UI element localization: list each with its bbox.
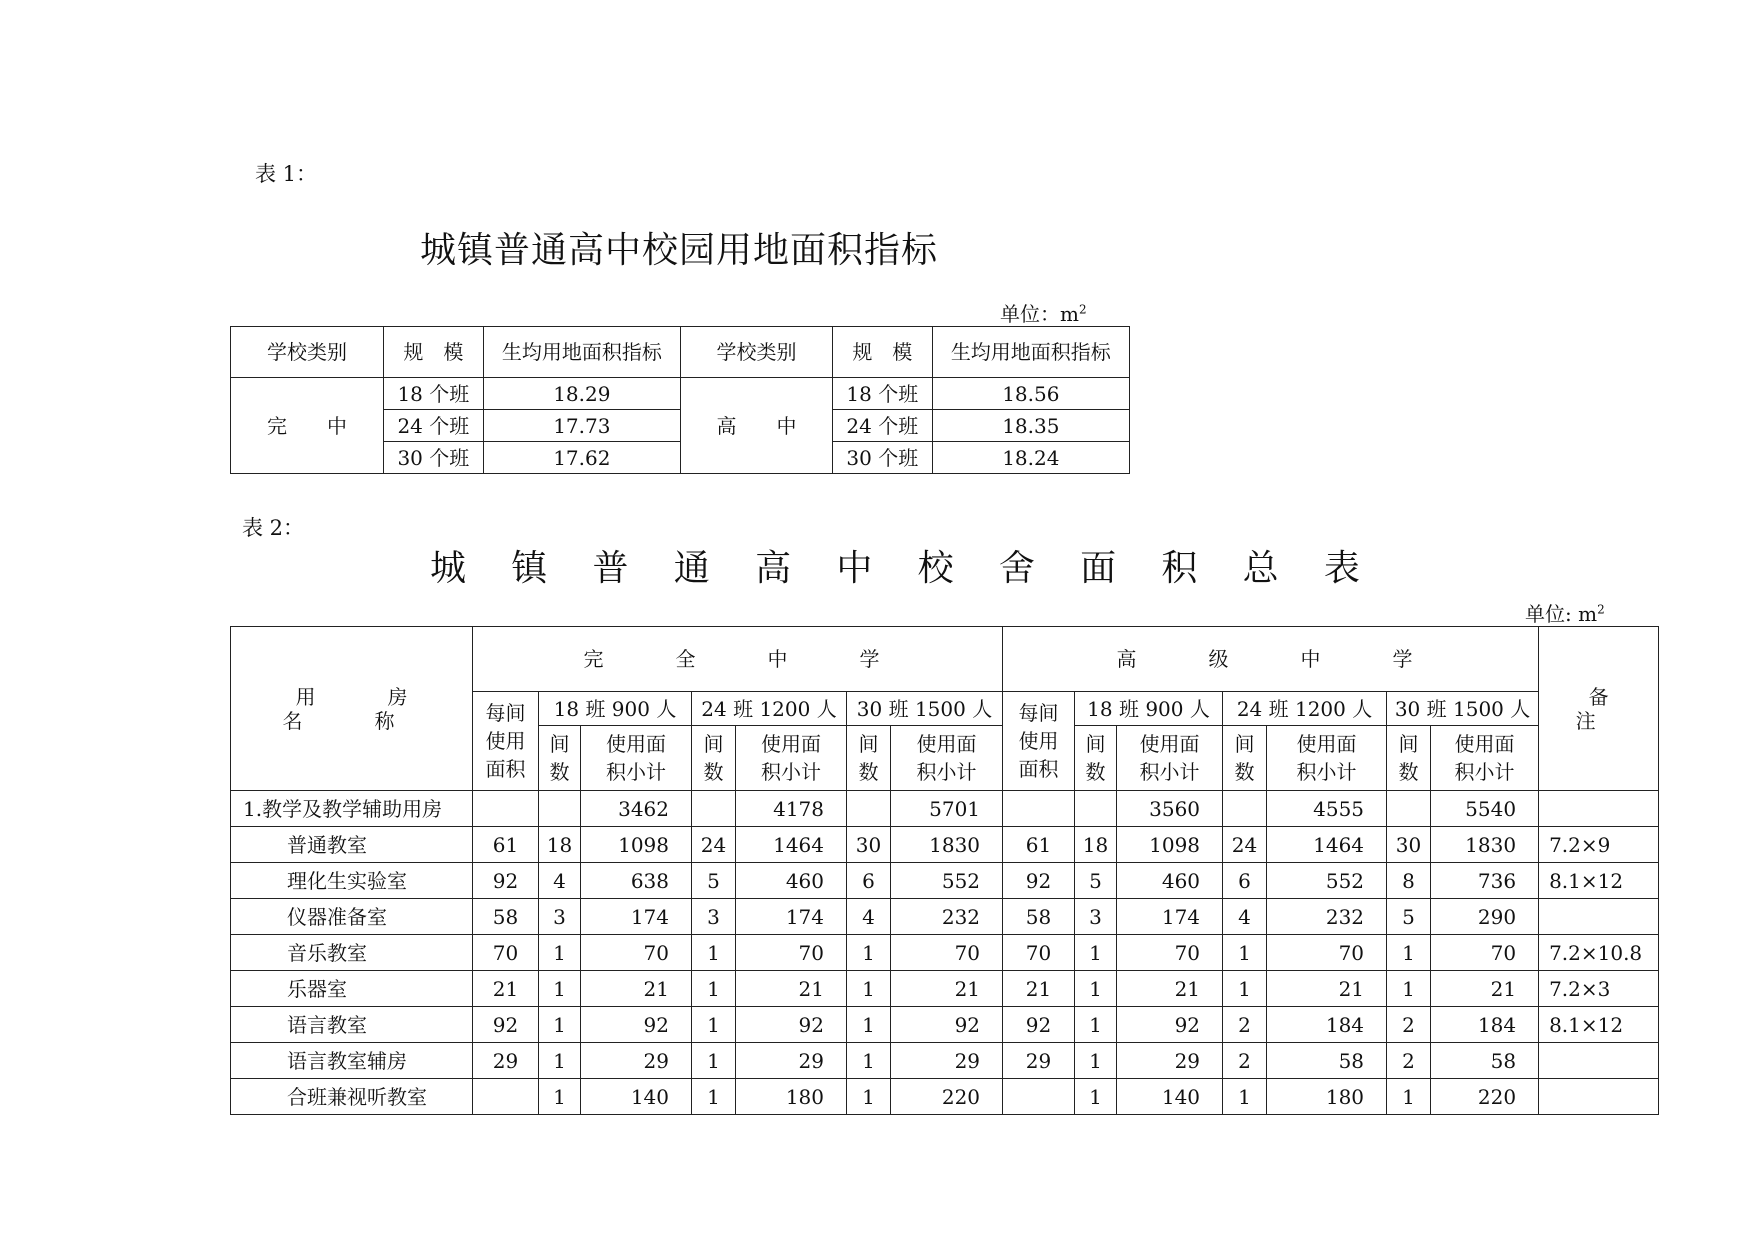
subtotal-header-line: 使用面 [761,732,821,756]
count-header-line: 数 [858,760,879,784]
data-cell: 70 [1267,935,1387,971]
data-cell: 220 [1431,1079,1539,1115]
data-cell: 1 [847,1043,891,1079]
data-cell [539,791,581,827]
subtotal-header-line: 积小计 [606,760,666,784]
remark-cell: 8.1×12 [1539,1007,1659,1043]
data-cell: 4 [1223,899,1267,935]
subtotal-header-line: 积小计 [1454,760,1515,784]
data-cell: 8 [1387,863,1431,899]
data-cell: 21 [581,971,692,1007]
scale-cell: 24 个班 [384,410,484,442]
table-row [231,899,1659,935]
data-cell: 1 [692,971,736,1007]
data-cell: 5540 [1431,791,1539,827]
per-room-area-line: 使用 [1018,729,1059,753]
table-row [231,1043,1659,1079]
room-name-cell: 语言教室辅房 [231,1043,473,1079]
table1-header-cell: 生均用地面积指标 [483,327,680,378]
data-cell [1387,791,1431,827]
data-cell: 92 [736,1007,847,1043]
data-cell: 1 [1075,1079,1117,1115]
data-cell: 29 [891,1043,1003,1079]
room-name-cell: 合班兼视听教室 [231,1079,473,1115]
per-room-area-line: 使用 [485,729,526,753]
data-cell: 70 [1003,935,1075,971]
table1-row [231,378,1130,410]
full-school-header [473,627,1003,692]
title-char: 总 [1242,548,1279,589]
data-cell: 29 [473,1043,539,1079]
data-cell: 1 [1075,935,1117,971]
count-header [1387,726,1431,791]
building-area-table [230,626,1681,1115]
data-cell: 1 [1075,1007,1117,1043]
data-cell: 232 [1267,899,1387,935]
data-cell: 70 [736,935,847,971]
data-cell [1003,1079,1075,1115]
count-header-line: 间 [858,732,879,756]
data-cell: 1 [692,935,736,971]
data-cell: 1830 [1431,827,1539,863]
data-cell: 92 [473,1007,539,1043]
data-cell [1223,791,1267,827]
subtotal-header [891,726,1003,791]
room-name-cell: 音乐教室 [231,935,473,971]
table1-header-cell: 生均用地面积指标 [932,327,1129,378]
data-cell: 638 [581,863,692,899]
data-cell: 1464 [1267,827,1387,863]
scale-cell: 18 个班 [384,378,484,410]
data-cell: 29 [581,1043,692,1079]
data-cell: 140 [1117,1079,1223,1115]
subtotal-header-line: 使用面 [1454,732,1515,756]
data-cell: 1 [1075,971,1117,1007]
data-cell: 1464 [736,827,847,863]
remark-header [1539,627,1681,791]
subtotal-header-line: 使用面 [916,732,977,756]
table1-header-cell: 学校类别 [231,327,384,378]
room-name-cell: 理化生实验室 [231,863,473,899]
data-cell: 460 [736,863,847,899]
data-cell: 61 [1003,827,1075,863]
data-cell: 552 [891,863,1003,899]
data-cell: 1 [692,1043,736,1079]
count-header [692,726,736,791]
data-cell: 5 [1387,899,1431,935]
data-cell [1075,791,1117,827]
table-row [231,863,1659,899]
data-cell: 92 [1003,863,1075,899]
title-char: 普 [592,548,629,589]
subtotal-header-line: 积小计 [1139,760,1200,784]
table1-unit-text: 单位：m [1000,302,1079,326]
count-header-line: 间 [703,732,724,756]
table1-header-cell: 学校类别 [680,327,832,378]
data-cell: 1 [1387,971,1431,1007]
room-name-header [231,627,480,791]
count-header-line: 间 [1085,732,1106,756]
data-cell [473,1079,539,1115]
table-row [231,935,1659,971]
data-cell: 4555 [1267,791,1387,827]
data-cell: 58 [1267,1043,1387,1079]
title-char: 校 [917,548,954,589]
table-row [231,827,1659,863]
data-cell: 18 [539,827,581,863]
table1-unit [1000,298,1087,327]
data-cell: 184 [1267,1007,1387,1043]
table1-header-cell: 规 模 [384,327,484,378]
data-cell [473,791,539,827]
table2-unit-text: 单位: m [1525,602,1598,626]
scale-header: 30 班 1500 人 [847,692,1003,726]
count-header-line: 数 [1398,760,1419,784]
value-cell: 17.73 [483,410,680,442]
count-header-line: 间 [549,732,570,756]
table1-header-row [231,327,1130,378]
per-room-area-line: 每间 [1018,701,1059,725]
data-cell: 70 [1431,935,1539,971]
title-char: 面 [1080,548,1117,589]
per-room-area-line: 每间 [485,701,526,725]
data-cell: 1 [692,1079,736,1115]
data-cell: 174 [1117,899,1223,935]
data-cell: 29 [1117,1043,1223,1079]
data-cell: 21 [1003,971,1075,1007]
data-cell: 1 [539,1007,581,1043]
subtotal-header [736,726,847,791]
data-cell: 5 [692,863,736,899]
table1-unit-sup: 2 [1078,302,1087,317]
room-name-cell: 普通教室 [231,827,473,863]
data-cell: 180 [736,1079,847,1115]
data-cell: 58 [1003,899,1075,935]
school-type-cell: 完 中 [231,378,384,474]
room-name-cell: 仪器准备室 [231,899,473,935]
data-cell: 1 [539,935,581,971]
data-cell: 1098 [581,827,692,863]
data-cell: 1 [692,1007,736,1043]
data-cell: 24 [692,827,736,863]
remark-cell [1539,1043,1659,1079]
scale-header: 18 班 900 人 [1075,692,1223,726]
data-cell: 1098 [1117,827,1223,863]
table-row [231,1007,1659,1043]
data-cell: 70 [473,935,539,971]
count-header-line: 数 [1085,760,1106,784]
room-name-cell: 乐器室 [231,971,473,1007]
data-cell: 1 [539,1043,581,1079]
remark-header-text: 备 注 [1575,684,1681,733]
subtotal-header-line: 使用面 [606,732,666,756]
scale-header: 30 班 1500 人 [1387,692,1539,726]
data-cell: 174 [581,899,692,935]
data-cell: 290 [1431,899,1539,935]
data-cell: 1 [1075,1043,1117,1079]
data-cell: 21 [1117,971,1223,1007]
data-cell: 1 [1387,1079,1431,1115]
data-cell: 58 [1431,1043,1539,1079]
table2-label: 表 2： [242,516,305,540]
title-char: 高 [755,548,792,589]
data-cell: 30 [1387,827,1431,863]
count-header [1075,726,1117,791]
per-room-area-header [473,692,539,791]
subtotal-header [581,726,692,791]
scale-cell: 30 个班 [384,442,484,474]
data-cell: 4 [847,899,891,935]
data-cell: 180 [1267,1079,1387,1115]
value-cell: 18.24 [932,442,1129,474]
data-cell: 92 [581,1007,692,1043]
scale-header: 24 班 1200 人 [1223,692,1387,726]
count-header-line: 数 [1234,760,1255,784]
value-cell: 18.29 [483,378,680,410]
count-header-line: 间 [1398,732,1419,756]
data-cell [847,791,891,827]
room-name-cell: 语言教室 [231,1007,473,1043]
remark-cell: 7.2×10.8 [1539,935,1659,971]
data-cell: 92 [1117,1007,1223,1043]
value-cell: 18.35 [932,410,1129,442]
data-cell: 140 [581,1079,692,1115]
data-cell: 3 [539,899,581,935]
title-char: 舍 [998,548,1035,589]
remark-cell [1539,899,1659,935]
data-cell: 1 [1223,935,1267,971]
data-cell: 552 [1267,863,1387,899]
data-cell: 58 [473,899,539,935]
senior-school-header [1003,627,1539,692]
data-cell: 21 [1431,971,1539,1007]
room-name-header-text: 用 房 名 称 [282,684,480,733]
school-type-cell: 高 中 [680,378,832,474]
data-cell: 24 [1223,827,1267,863]
data-cell: 220 [891,1079,1003,1115]
data-cell: 1 [847,935,891,971]
table2-header-row [231,627,1659,692]
count-header-line: 间 [1234,732,1255,756]
data-cell: 174 [736,899,847,935]
data-cell: 30 [847,827,891,863]
data-cell: 70 [891,935,1003,971]
subtotal-header [1117,726,1223,791]
data-cell: 70 [581,935,692,971]
per-room-area-line: 面积 [1018,757,1059,781]
data-cell: 1830 [891,827,1003,863]
data-cell: 6 [1223,863,1267,899]
data-cell: 4178 [736,791,847,827]
data-cell: 92 [891,1007,1003,1043]
subtotal-header-line: 积小计 [916,760,977,784]
data-cell: 1 [847,1079,891,1115]
per-room-area-header [1003,692,1075,791]
data-cell: 29 [1003,1043,1075,1079]
title-char: 通 [673,548,710,589]
full-school-header-text: 完全中学 [583,647,952,671]
data-cell: 1 [847,1007,891,1043]
table2-unit [1525,598,1605,627]
count-header-line: 数 [703,760,724,784]
data-cell: 2 [1387,1043,1431,1079]
remark-cell [1539,791,1659,827]
subtotal-header-line: 积小计 [761,760,821,784]
title-char: 中 [836,548,873,589]
data-cell: 21 [1267,971,1387,1007]
data-cell: 70 [1117,935,1223,971]
data-cell: 2 [1223,1043,1267,1079]
subtotal-header [1267,726,1387,791]
land-area-table [230,326,1130,474]
value-cell: 17.62 [483,442,680,474]
table2-body [231,791,1659,1115]
per-room-area-line: 面积 [485,757,526,781]
scale-cell: 30 个班 [832,442,932,474]
table-row [231,1079,1659,1115]
data-cell: 5 [1075,863,1117,899]
data-cell: 21 [473,971,539,1007]
table-row [231,971,1659,1007]
remark-cell [1539,1079,1659,1115]
data-cell: 1 [1223,1079,1267,1115]
data-cell: 92 [473,863,539,899]
count-header [847,726,891,791]
count-header [539,726,581,791]
subtotal-header-line: 积小计 [1296,760,1357,784]
scale-header: 24 班 1200 人 [692,692,847,726]
data-cell [692,791,736,827]
table-row [231,791,1659,827]
title-char: 城 [430,548,467,589]
data-cell: 5701 [891,791,1003,827]
data-cell: 1 [539,1079,581,1115]
table2-title [430,540,1360,591]
data-cell: 29 [736,1043,847,1079]
remark-cell: 7.2×9 [1539,827,1659,863]
data-cell: 2 [1223,1007,1267,1043]
scale-cell: 18 个班 [832,378,932,410]
count-header [1223,726,1267,791]
data-cell: 6 [847,863,891,899]
room-name-cell: 1.教学及教学辅助用房 [231,791,473,827]
data-cell: 232 [891,899,1003,935]
senior-school-header-text: 高级中学 [1116,647,1485,671]
data-cell: 18 [1075,827,1117,863]
table2-unit-sup: 2 [1597,602,1605,617]
data-cell: 736 [1431,863,1539,899]
data-cell: 1 [1387,935,1431,971]
data-cell: 1 [1223,971,1267,1007]
data-cell: 21 [736,971,847,1007]
table1-label: 表 1： [255,162,318,186]
data-cell: 21 [891,971,1003,1007]
table1-header-cell: 规 模 [832,327,932,378]
scale-cell: 24 个班 [832,410,932,442]
subtotal-header-line: 使用面 [1139,732,1200,756]
title-char: 表 [1323,548,1360,589]
data-cell: 184 [1431,1007,1539,1043]
data-cell: 3 [1075,899,1117,935]
data-cell: 3560 [1117,791,1223,827]
data-cell [1003,791,1075,827]
data-cell: 92 [1003,1007,1075,1043]
subtotal-header-line: 使用面 [1296,732,1357,756]
title-char: 积 [1161,548,1198,589]
value-cell: 18.56 [932,378,1129,410]
data-cell: 1 [539,971,581,1007]
data-cell: 61 [473,827,539,863]
title-char: 镇 [511,548,548,589]
scale-header: 18 班 900 人 [539,692,692,726]
count-header-line: 数 [549,760,570,784]
subtotal-header [1431,726,1539,791]
table1-title: 城镇普通高中校园用地面积指标 [420,230,939,271]
data-cell: 3 [692,899,736,935]
remark-cell: 7.2×3 [1539,971,1659,1007]
data-cell: 1 [847,971,891,1007]
data-cell: 460 [1117,863,1223,899]
data-cell: 3462 [581,791,692,827]
data-cell: 4 [539,863,581,899]
data-cell: 2 [1387,1007,1431,1043]
remark-cell: 8.1×12 [1539,863,1659,899]
